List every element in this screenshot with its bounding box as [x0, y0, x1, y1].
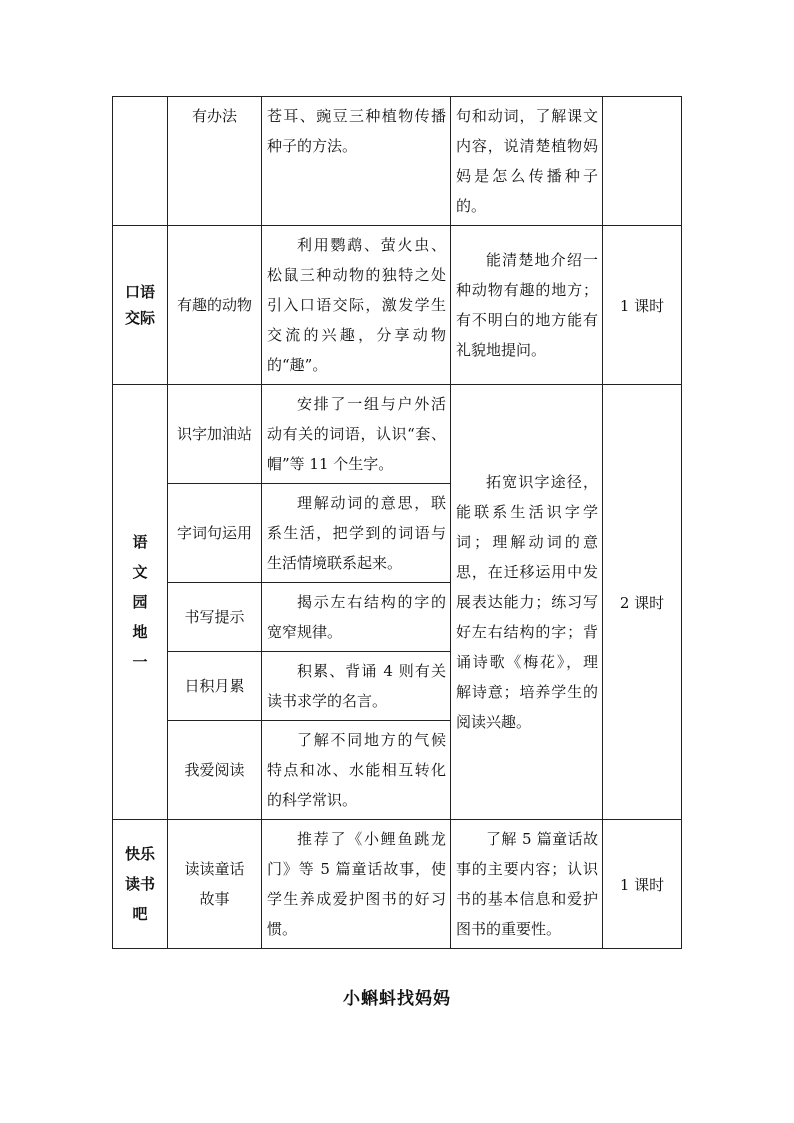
content-cell: 安排了一组与户外活动有关的词语，认识“套、帽”等 11 个生字。: [262, 385, 451, 484]
subject-cell: 有办法: [168, 97, 262, 226]
table-row: [113, 226, 682, 385]
category-cell: 语 文 园 地 一: [113, 385, 168, 820]
content-cell: 积累、背诵 4 则有关读书求学的名言。: [262, 652, 451, 721]
subject-cell: 识字加油站: [168, 385, 262, 484]
subject-cell: 书写提示: [168, 583, 262, 652]
table-row: [113, 97, 682, 226]
category-cell: 快乐 读书 吧: [113, 820, 168, 949]
subject-cell: 有趣的动物: [168, 226, 262, 385]
lesson-plan-table: [112, 96, 682, 949]
goal-cell: 句和动词，了解课文内容，说清楚植物妈妈是怎么传播种子的。: [451, 97, 603, 226]
subject-cell: 字词句运用: [168, 484, 262, 583]
category-cell: 口语 交际: [113, 226, 168, 385]
goal-cell: 能清楚地介绍一种动物有趣的地方；有不明白的地方能有礼貌地提问。: [451, 226, 603, 385]
content-cell: 苍耳、豌豆三种植物传播种子的方法。: [262, 97, 451, 226]
content-cell: 揭示左右结构的字的宽窄规律。: [262, 583, 451, 652]
hours-cell: [603, 97, 682, 226]
content-cell: 了解不同地方的气候特点和冰、水能相互转化的科学常识。: [262, 721, 451, 820]
goal-cell: 拓宽识字途径，能联系生活识字学词；理解动词的意思，在迁移运用中发展表达能力；练习写好左右结构的字；背诵诗歌《梅花》，理解诗意；培养学生的阅读兴趣。: [451, 385, 603, 820]
subject-cell: 我爱阅读: [168, 721, 262, 820]
hours-cell: 1 课时: [603, 820, 682, 949]
hours-cell: 2 课时: [603, 385, 682, 820]
subject-cell: 读读童话 故事: [168, 820, 262, 949]
subject-cell: 日积月累: [168, 652, 262, 721]
content-cell: 理解动词的意思，联系生活，把学到的词语与生活情境联系起来。: [262, 484, 451, 583]
hours-cell: 1 课时: [603, 226, 682, 385]
content-cell: 利用鹦鹉、萤火虫、松鼠三种动物的独特之处引入口语交际，激发学生交流的兴趣，分享动物的“趣”。: [262, 226, 451, 385]
content-cell: 推荐了《小鲤鱼跳龙门》等 5 篇童话故事，使学生养成爱护图书的好习惯。: [262, 820, 451, 949]
lesson-heading: 小蝌蚪找妈妈: [343, 989, 451, 1009]
category-cell: [113, 97, 168, 226]
table-row: [113, 385, 682, 484]
goal-cell: 了解 5 篇童话故事的主要内容；认识书的基本信息和爱护图书的重要性。: [451, 820, 603, 949]
table-row: [113, 820, 682, 949]
